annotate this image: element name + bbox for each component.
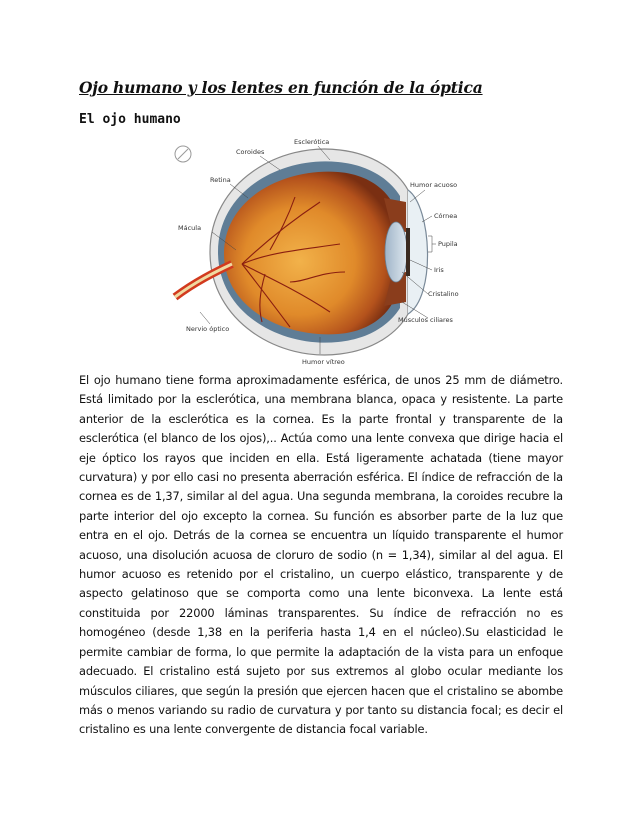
eye-anatomy-figure xyxy=(170,132,475,370)
label-retina: Retina xyxy=(210,176,231,184)
label-humor-vitreo: Humor vítreo xyxy=(302,358,345,366)
body-paragraph: El ojo humano tiene forma aproximadamente esférica, de unos 25 mm de diámetro. Está limitado por la esclerótica, una membrana blanca, opaca y resistente. La parte anterior de la esclerótica es la cornea. Es la parte frontal y transparente de la esclerótica (el blanco de los ojos),.. Actúa como una lente convexa que dirige hacia el eje óptico los rayos que inciden en ella. Está ligeramente achatada (tiene mayor curvatura) y por ello casi no presenta aberración esférica. El índice de refracción de la cornea es de 1,37, similar al del agua. Una segunda membrana, la coroides recubre la parte interior del ojo excepto la cornea. Su función es absorber parte de la luz que entra en el ojo. Detrás de la cornea se encuentra un líquido transparente el humor acuoso, una disolución acuosa de cloruro de sodio (n = 1,34), similar al del agua. El humor acuoso es retenido por el cristalino, un cuerpo elástico, transparente y de aspecto gelatinoso que se comporta como una lente biconvexa. La lente está constituida por 22000 láminas transparentes. Su índice de refracción no es homogéneo (desde 1,38 en la periferia hasta 1,4 en el núcleo).Su elasticidad le permite cambiar de forma, lo que permite la adaptación de la vista para un enfoque adecuado. El cristalino está sujeto por sus extremos al globo ocular mediante los músculos ciliares, que según la presión que ejercen hacen que el cristalino se abombe más o menos variando su radio de curvatura y por tanto su distancia focal; es decir el cristalino es una lente convergente de distancia focal variable. xyxy=(79,373,563,737)
label-coroides: Coroides xyxy=(236,148,265,156)
cornea-shape xyxy=(408,190,428,314)
label-cornea: Córnea xyxy=(434,212,458,220)
label-cristalino: Cristalino xyxy=(428,290,459,298)
label-nervio-optico: Nervio óptico xyxy=(186,325,230,333)
eye-anatomy-illustration xyxy=(170,132,475,370)
section-heading: El ojo humano xyxy=(79,112,181,127)
label-macula: Mácula xyxy=(178,224,202,232)
label-esclerotica: Esclerótica xyxy=(294,138,330,146)
label-pupila: Pupila xyxy=(438,240,458,248)
iris-shape xyxy=(406,228,410,276)
label-humor-acuoso: Humor acuoso xyxy=(410,181,458,189)
document-title: Ojo humano y los lentes en función de la óptica xyxy=(79,78,483,97)
label-iris: Iris xyxy=(434,266,444,274)
lens-shape xyxy=(385,222,407,282)
label-musculos-ciliares: Músculos ciliares xyxy=(398,316,453,324)
